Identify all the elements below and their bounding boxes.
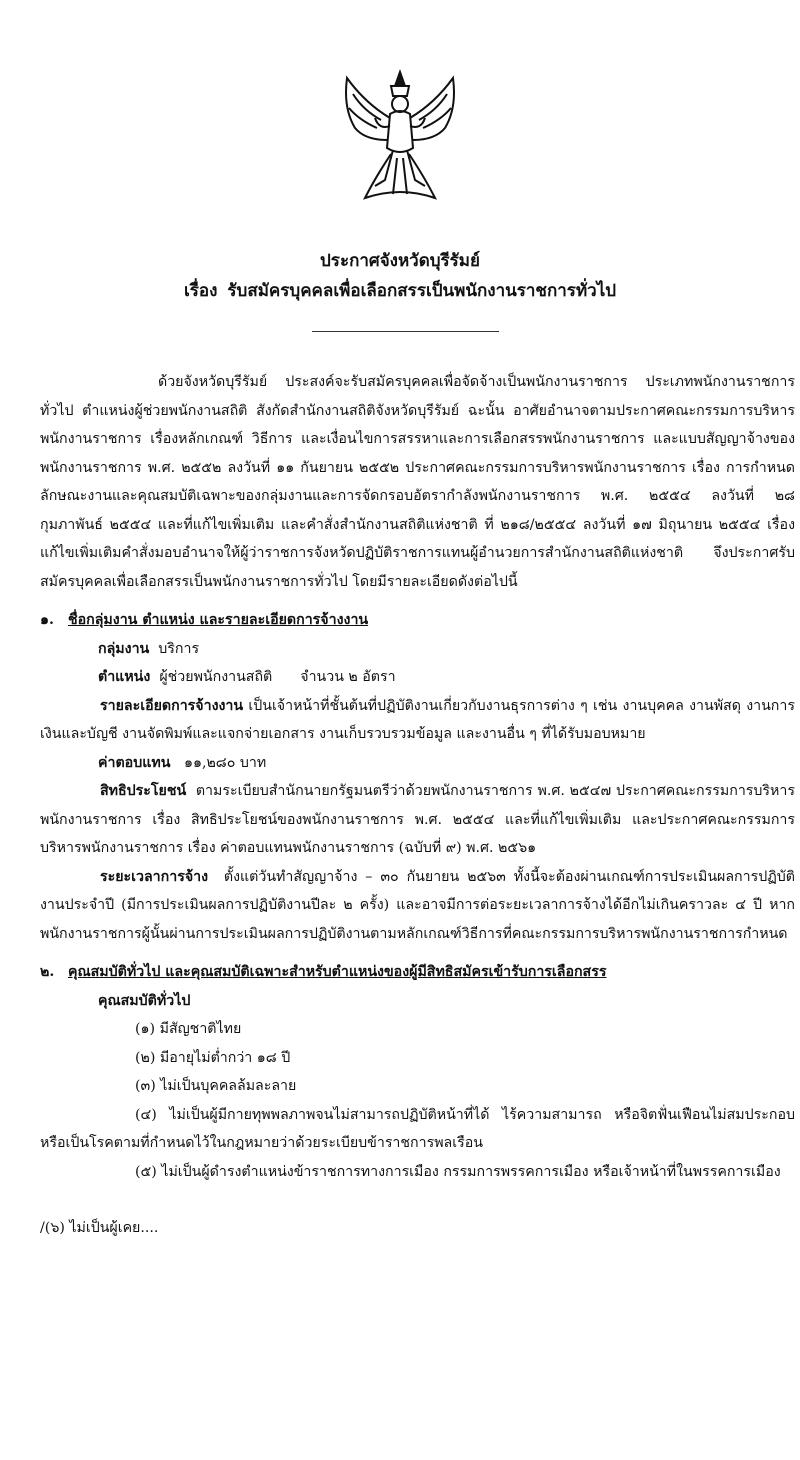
duties-label: รายละเอียดการจ้างงาน — [100, 697, 244, 714]
section1-title: ชื่อกลุ่มงาน ตำแหน่ง และรายละเอียดการจ้างงาน — [68, 612, 369, 628]
announcement-title: ประกาศจังหวัดบุรีรัมย์ — [320, 251, 480, 271]
pay-value: ๑๑,๒๘๐ บาท — [183, 754, 267, 771]
pay-label: ค่าตอบแทน — [98, 754, 171, 771]
pay-line — [40, 749, 795, 778]
section1-heading — [40, 606, 795, 635]
position-label: ตำแหน่ง — [98, 669, 151, 685]
continuation-note: /(๖) ไม่เป็นผู้เคย.... — [40, 1220, 159, 1236]
group-line — [40, 635, 795, 664]
term-label: ระยะเวลาการจ้าง — [100, 868, 209, 885]
garuda-emblem-icon — [335, 68, 465, 208]
duties-text: เป็นเจ้าหน้าที่ชั้นต้นที่ปฏิบัติงานเกี่ยวกับงานธุรการต่าง ๆ เช่น งานบุคคล งานพัสดุ งานการเงินและบัญชี งานจัดพิมพ์และแจกจ่ายเอกสาร งานเก็บรวบรวมข้อมูล และงานอื่น ๆ ที่ได้รับมอบหมาย — [40, 697, 795, 742]
duties-paragraph — [40, 692, 795, 749]
qualification-item-5: (๕) ไม่เป็นผู้ดำรงตำแหน่งข้าราชการทางการเมือง กรรมการพรรคการเมือง หรือเจ้าหน้าที่ในพรรคการเมือง — [135, 1163, 781, 1180]
subject-text: รับสมัครบุคคลเพื่อเลือกสรรเป็นพนักงานราชการทั่วไป — [227, 281, 617, 301]
title-divider — [312, 331, 499, 332]
benefits-paragraph — [40, 777, 795, 863]
qualification-item-1: (๑) มีสัญชาติไทย — [135, 1021, 242, 1037]
document-content — [40, 368, 795, 1243]
section2-number: ๒. — [40, 964, 55, 980]
position-count: จำนวน ๒ อัตรา — [300, 669, 396, 685]
section1-number: ๑. — [40, 612, 54, 628]
qualification-item-2: (๒) มีอายุไม่ต่ำกว่า ๑๘ ปี — [135, 1049, 291, 1066]
section2-title: คุณสมบัติทั่วไป และคุณสมบัติเฉพาะสำหรับตำแหน่งของผู้มีสิทธิสมัครเข้ารับการเลือกสรร — [68, 964, 607, 980]
term-text: ตั้งแต่วันทำสัญญาจ้าง – ๓๐ กันยายน ๒๕๖๓ ทั้งนี้จะต้องผ่านเกณฑ์การประเมินผลการปฏิบัติงานประจำปี (มีการประเมินผลการปฏิบัติงานปีละ ๒ ครั้ง) และอาจมีการต่อระยะเวลาการจ้างได้อีกไม่เกินคราวละ ๔ ปี หากพนักงานราชการผู้นั้นผ่านการประเมินผลการปฏิบัติงานตามหลักเกณฑ์วิธีการที่คณะกรรมการบริหารพนักงานราชการกำหนด — [40, 868, 795, 942]
subject-label: เรื่อง — [183, 281, 218, 301]
qualification-item-4: (๔) ไม่เป็นผู้มีกายทุพพลภาพจนไม่สามารถปฏิบัติหน้าที่ได้ ไร้ความสามารถ หรือจิตฟั่นเฟือนไม่สมประกอบ หรือเป็นโรคตามที่กำหนดไว้ในกฎหมายว่าด้วยระเบียบข้าราชการพลเรือน — [40, 1106, 795, 1151]
position-line — [40, 663, 795, 692]
benefits-text: ตามระเบียบสำนักนายกรัฐมนตรีว่าด้วยพนักงานราชการ พ.ศ. ๒๕๔๗ ประกาศคณะกรรมการบริหารพนักงานราชการ เรื่อง สิทธิประโยชน์ของพนักงานราชการ พ.ศ. ๒๕๕๔ และที่แก้ไขเพิ่มเติม และประกาศคณะกรรมการบริหารพนักงานราชการ เรื่อง ค่าตอบแทนพนักงานราชการ (ฉบับที่ ๙) พ.ศ. ๒๕๖๑ — [40, 783, 795, 856]
general-qualifications-label: คุณสมบัติทั่วไป — [98, 992, 191, 1009]
section2-heading — [40, 958, 795, 987]
group-label: กลุ่มงาน — [98, 640, 150, 657]
announcement-subject — [0, 276, 800, 306]
garuda-emblem — [335, 68, 465, 208]
intro-paragraph: ด้วยจังหวัดบุรีรัมย์ ประสงค์จะรับสมัครบุคคลเพื่อจัดจ้างเป็นพนักงานราชการ ประเภทพนักงานราชการทั่วไป ตำแหน่งผู้ช่วยพนักงานสถิติ สังกัดสำนักงานสถิติจังหวัดบุรีรัมย์ ฉะนั้น อาศัยอำนาจตามประกาศคณะกรรมการบริหารพนักงานราชการ เรื่องหลักเกณฑ์ วิธีการ และเงื่อนไขการสรรหาและการเลือกสรรพนักงานราชการ และแบบสัญญาจ้างของพนักงานราชการ พ.ศ. ๒๕๕๒ ลงวันที่ ๑๑ กันยายน ๒๕๕๒ ประกาศคณะกรรมการบริหารพนักงานราชการ เรื่อง การกำหนดลักษณะงานและคุณสมบัติเฉพาะของกลุ่มงานและการจัดกรอบอัตรากำลังพนักงานราชการ พ.ศ. ๒๕๕๔ ลงวันที่ ๒๘ กุมภาพันธ์ ๒๕๕๔ และที่แก้ไขเพิ่มเติม และคำสั่งสำนักงานสถิติแห่งชาติ ที่ ๒๑๘/๒๕๕๔ ลงวันที่ ๑๗ มิถุนายน ๒๕๕๔ เรื่อง แก้ไขเพิ่มเติมคำสั่งมอบอำนาจให้ผู้ว่าราชการจังหวัดปฏิบัติราชการแทนผู้อำนวยการสำนักงานสถิติแห่งชาติ จึงประกาศรับสมัครบุคคลเพื่อเลือกสรรเป็นพนักงานราชการทั่วไป โดยมีรายละเอียดดังต่อไปนี้ — [40, 374, 795, 590]
term-paragraph — [40, 863, 795, 949]
announcement-header — [0, 246, 800, 306]
qualification-item-3: (๓) ไม่เป็นบุคคลล้มละลาย — [135, 1078, 297, 1094]
benefits-label: สิทธิประโยชน์ — [100, 783, 187, 799]
group-value: บริการ — [158, 640, 200, 657]
position-value: ผู้ช่วยพนักงานสถิติ — [159, 669, 273, 685]
